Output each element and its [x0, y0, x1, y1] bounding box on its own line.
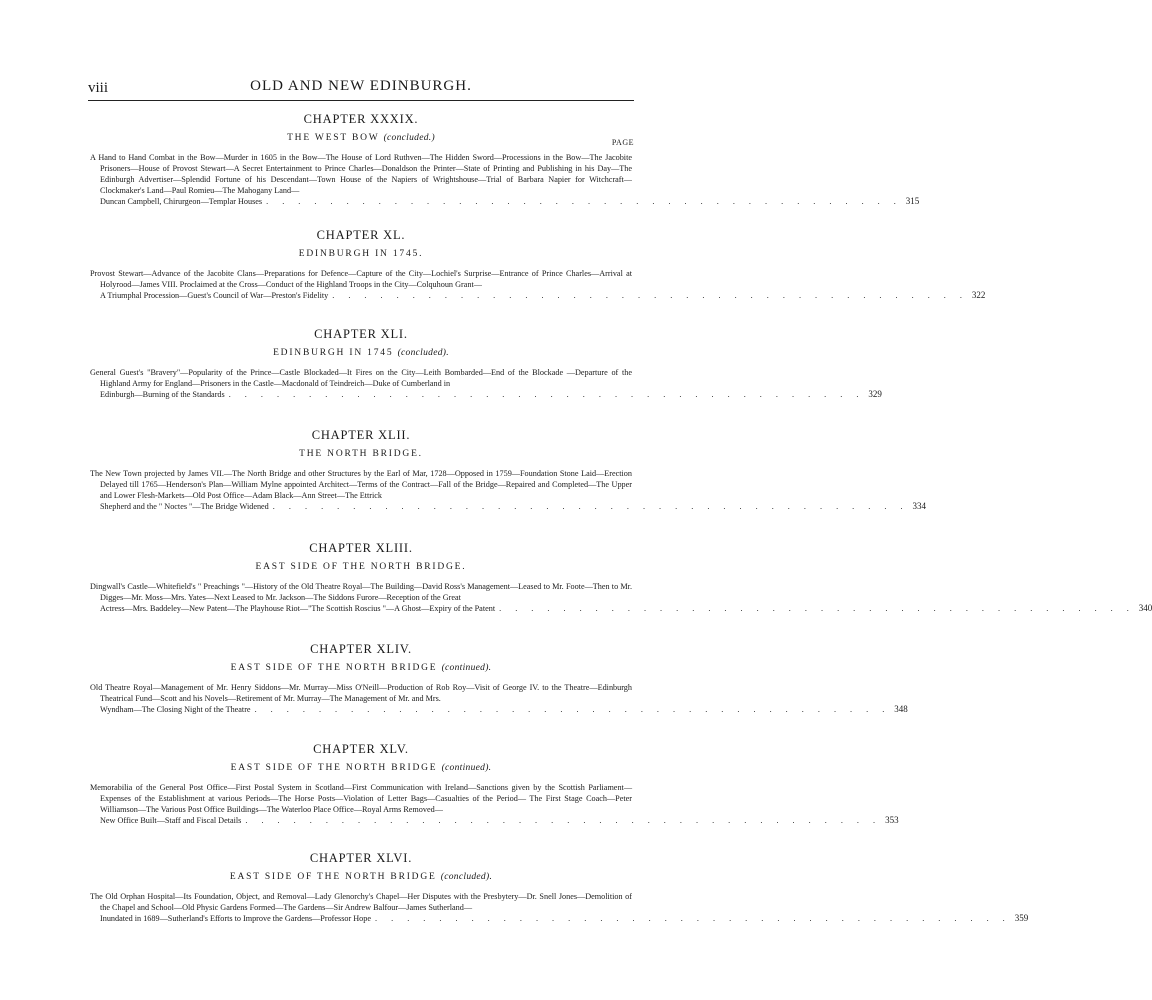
- chapter-number: CHAPTER XLIV.: [310, 642, 412, 656]
- page-number: 334: [912, 501, 926, 511]
- summary-last-line: Actress—Mrs. Baddeley—New Patent—The Playhouse Riot—"The Scottish Roscius "—A Ghost—Expiry of the Patent: [100, 604, 496, 613]
- chapter-leader-line: Duncan Campbell, Chirurgeon—Templar Houses . . . . . . . . . . . . . . . . . . . . . . . . . . . . . . . . . . . . . . . . 315: [100, 196, 920, 206]
- chapter-title: EAST SIDE OF THE NORTH BRIDGE.: [255, 562, 467, 572]
- chapter-title: EAST SIDE OF THE NORTH BRIDGE (continued).: [230, 763, 492, 773]
- page-number: 359: [1014, 913, 1029, 923]
- chapter-leader-line: A Triumphal Procession—Guest's Council of War—Preston's Fidelity . . . . . . . . . . . . . . . . . . . . . . . . . . . . . . . . . . . . . . . . 322: [100, 290, 986, 300]
- chapter-entry: [90, 228, 986, 301]
- chapter-title-note: (concluded).: [397, 348, 449, 358]
- chapter-entry: [90, 428, 926, 512]
- chapter-title: EDINBURGH IN 1745.: [298, 249, 424, 259]
- summary-last-line: Edinburgh—Burning of the Standards: [100, 390, 225, 399]
- summary-last-line: Wyndham—The Closing Night of the Theatre: [100, 705, 251, 714]
- chapter-summary: Memorabilia of the General Post Office—First Postal System in Scotland—First Communication with Ireland—Sanctions given by the Scottish Parliament—Expenses of the Establishment at various Periods—The Horse Posts—Violation of Letter Bags—Casualties of the Period— The First Stage Coach—Peter Williamson—The Various Post Office Buildings—The Waterloo Place Office—Royal Arms Removed—: [90, 783, 632, 814]
- chapter-number: CHAPTER XLV.: [313, 742, 409, 756]
- summary-last-line: Inundated in 1689—Sutherland's Efforts to Improve the Gardens—Professor Hope: [100, 914, 372, 923]
- chapter-title: EAST SIDE OF THE NORTH BRIDGE (concluded).: [229, 872, 493, 882]
- chapter-summary: The Old Orphan Hospital—Its Foundation, Object, and Removal—Lady Glenorchy's Chapel—Her Disputes with the Presbytery—Dr. Snell Jones—Demolition of the Chapel and School—Old Physic Gardens Formed—The Gardens—Sir Andrew Balfour—James Sutherland—: [90, 892, 632, 912]
- chapter-title-note: (continued).: [441, 763, 492, 773]
- summary-last-line: New Office Built—Staff and Fiscal Details: [100, 816, 242, 825]
- chapter-summary: Dingwall's Castle—Whitefield's " Preachings "—History of the Old Theatre Royal—The Building—David Ross's Management—Leased to Mr. Foote—Then to Mr. Digges—Mr. Moss—Mrs. Yates—Next Leased to Mr. Jackson—The Siddons Furore—Reception of the Great: [90, 582, 632, 602]
- running-header: [88, 78, 634, 101]
- chapter-title-note: (concluded.): [383, 133, 435, 143]
- page-number: 340: [1138, 603, 1152, 613]
- chapter-summary: Provost Stewart—Advance of the Jacobite Clans—Preparations for Defence—Capture of the City—Lochiel's Surprise—Entrance of Prince Charles—Arrival at Holyrood—James VIII. Proclaimed at the Cross—Conduct of the Highland Troops in the City—Colquhoun Grant—: [90, 269, 632, 289]
- page-number: 348: [894, 704, 908, 714]
- chapter-summary: The New Town projected by James VII.—The North Bridge and other Structures by the Earl of Mar, 1728—Opposed in 1759—Foundation Stone Laid—Erection Delayed till 1765—Henderson's Plan—William Mylne appointed Architect—Terms of the Contract—Fall of the Bridge—Repaired and Completed—The Upper and Lower Flesh-Markets—Old Post Office—Adam Black—Ann Street—The Ettrick: [90, 469, 632, 500]
- page-folio: viii: [88, 80, 109, 96]
- chapter-title-note: (concluded).: [440, 872, 493, 882]
- chapter-entry: [90, 851, 1029, 924]
- chapter-leader-line: Wyndham—The Closing Night of the Theatre . . . . . . . . . . . . . . . . . . . . . . . . . . . . . . . . . . . . . . . . 348: [100, 704, 908, 714]
- chapter-summary: General Guest's "Bravery"—Popularity of the Prince—Castle Blockaded—It Fires on the City—Leith Bombarded—End of the Blockade —Departure of the Highland Army for England—Prisoners in the Castle—Macdonald of Teindreich—Duke of Cumberland in: [90, 368, 632, 388]
- chapter-entry: [90, 642, 908, 715]
- chapter-entry: [90, 742, 899, 826]
- chapter-entry: [90, 541, 1152, 614]
- running-title: OLD AND NEW EDINBURGH.: [250, 78, 472, 94]
- chapter-title: THE NORTH BRIDGE.: [299, 449, 423, 459]
- chapter-title-note: (continued).: [441, 663, 492, 673]
- summary-last-line: Duncan Campbell, Chirurgeon—Templar Houses: [100, 197, 263, 206]
- page-number: 315: [905, 196, 920, 206]
- page-number: 322: [971, 290, 986, 300]
- chapter-number: CHAPTER XLI.: [314, 327, 408, 341]
- chapter-leader-line: Inundated in 1689—Sutherland's Efforts to Improve the Gardens—Professor Hope . . . . . . . . . . . . . . . . . . . . . . . . . . . . . . . . . . . . . . . . 359: [100, 913, 1029, 923]
- chapter-title: THE WEST BOW (concluded.): [287, 133, 435, 143]
- chapter-title: EDINBURGH IN 1745 (concluded).: [273, 348, 449, 358]
- chapter-leader-line: Shepherd and the " Noctes "—The Bridge Widened . . . . . . . . . . . . . . . . . . . . . . . . . . . . . . . . . . . . . . . . 334: [100, 501, 926, 511]
- chapter-leader-line: New Office Built—Staff and Fiscal Details . . . . . . . . . . . . . . . . . . . . . . . . . . . . . . . . . . . . . . . . 353: [100, 815, 899, 825]
- chapter-title: EAST SIDE OF THE NORTH BRIDGE (continued).: [230, 663, 492, 673]
- chapter-number: CHAPTER XLVI.: [309, 851, 413, 865]
- summary-last-line: Shepherd and the " Noctes "—The Bridge Widened: [100, 502, 269, 511]
- chapter-leader-line: Actress—Mrs. Baddeley—New Patent—The Playhouse Riot—"The Scottish Roscius "—A Ghost—Expiry of the Patent . . . . . . . . . . . . . . . . . . . . . . . . . . . . . . . . . . . . . . . . 340: [100, 603, 1152, 613]
- chapter-number: CHAPTER XLII.: [311, 428, 411, 442]
- chapter-number: CHAPTER XXXIX.: [303, 112, 419, 126]
- page-number: 329: [868, 389, 882, 399]
- chapter-number: CHAPTER XL.: [316, 228, 406, 242]
- summary-last-line: A Triumphal Procession—Guest's Council of War—Preston's Fidelity: [100, 291, 329, 300]
- page-number: 353: [885, 815, 899, 825]
- chapter-entry: [90, 112, 920, 207]
- chapter-entry: [90, 327, 882, 400]
- chapter-summary: Old Theatre Royal—Management of Mr. Henry Siddons—Mr. Murray—Miss O'Neill—Production of Rob Roy—Visit of George IV. to the Theatre—Edinburgh Theatrical Fund—Scott and his Novels—Retirement of Mr. Murray—The Management of Mr. and Mrs.: [90, 683, 632, 703]
- page-column-label: PAGE: [611, 138, 634, 147]
- chapter-summary: A Hand to Hand Combat in the Bow—Murder in 1605 in the Bow—The House of Lord Ruthven—The Hidden Sword—Processions in the Bow—The Jacobite Prisoners—House of Provost Stewart—A Secret Entertainment to Prince Charles—Donaldson the Printer—State of Printing and Publishing in his Day—The Edinburgh Advertiser—Splendid Fortune of his Descendant—Town House of the Napiers of Wrightshouse—Trial of Barbara Napier for Witchcraft—Clockmaker's Land—Paul Romieu—The Mahogany Land—: [90, 153, 632, 195]
- chapter-leader-line: Edinburgh—Burning of the Standards . . . . . . . . . . . . . . . . . . . . . . . . . . . . . . . . . . . . . . . . 329: [100, 389, 882, 399]
- chapter-number: CHAPTER XLIII.: [309, 541, 413, 555]
